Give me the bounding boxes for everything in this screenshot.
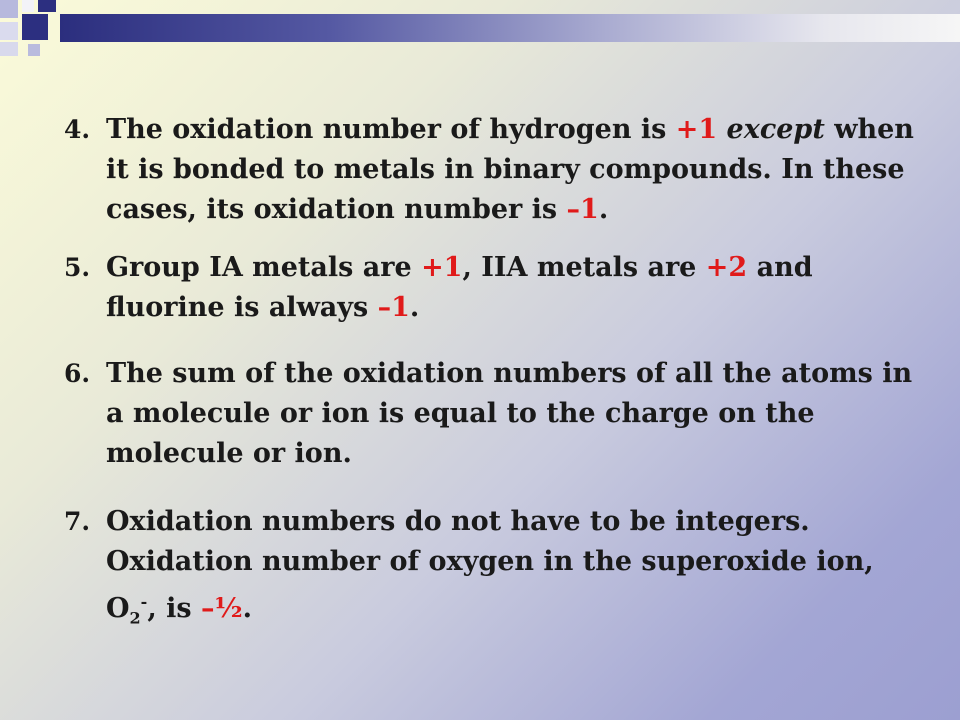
emphasis-text: except: [717, 114, 825, 145]
corner-square-decor: [0, 0, 18, 18]
item-text: [106, 110, 924, 230]
item-text: [106, 502, 924, 638]
text-run: .: [598, 194, 609, 225]
text-run: , IIA metals are: [462, 252, 706, 283]
item-number: 7.: [64, 507, 91, 536]
rule-item-4: [64, 110, 924, 230]
corner-square-decor: [28, 44, 40, 56]
rule-item-6: [64, 354, 924, 474]
rule-item-5: [64, 248, 924, 328]
title-accent-bar: [60, 14, 960, 42]
text-run: .: [409, 292, 420, 323]
text-run: when it is bonded to metals in binary compounds. In these cases, its oxidation number is: [106, 114, 914, 225]
item-text: [106, 354, 924, 474]
item-text: [106, 248, 924, 328]
highlight-value: +1: [421, 252, 463, 283]
corner-square-decor: [22, 0, 34, 12]
highlight-value: –1: [377, 292, 410, 323]
text-run: Group IA metals are: [106, 252, 422, 283]
item-number: 4.: [64, 115, 91, 144]
subscript: 2: [129, 608, 141, 628]
corner-square-decor: [38, 0, 56, 12]
text-run: .: [242, 593, 253, 624]
text-run: and fluorine is always: [106, 252, 813, 323]
corner-square-decor: [0, 42, 18, 56]
text-run: Oxidation numbers do not have to be integers. Oxidation number of oxygen in the superoxide ion, O: [106, 506, 874, 624]
superscript: -: [140, 592, 148, 611]
rule-item-7: [64, 502, 924, 638]
highlight-value: +2: [705, 252, 748, 283]
text-run: The sum of the oxidation numbers of all the atoms in a molecule or ion is equal to the charge on the molecule or ion.: [106, 358, 913, 469]
item-number: 6.: [64, 359, 91, 388]
text-run: The oxidation number of hydrogen is: [106, 114, 676, 145]
slide-content: [64, 110, 924, 638]
corner-square-decor: [0, 22, 18, 40]
highlight-value: +1: [675, 114, 718, 145]
highlight-value: –½: [200, 593, 243, 624]
corner-square-decor: [22, 14, 48, 40]
item-number: 5.: [64, 253, 91, 282]
highlight-value: –1: [566, 194, 599, 225]
text-run: , is: [147, 593, 201, 624]
